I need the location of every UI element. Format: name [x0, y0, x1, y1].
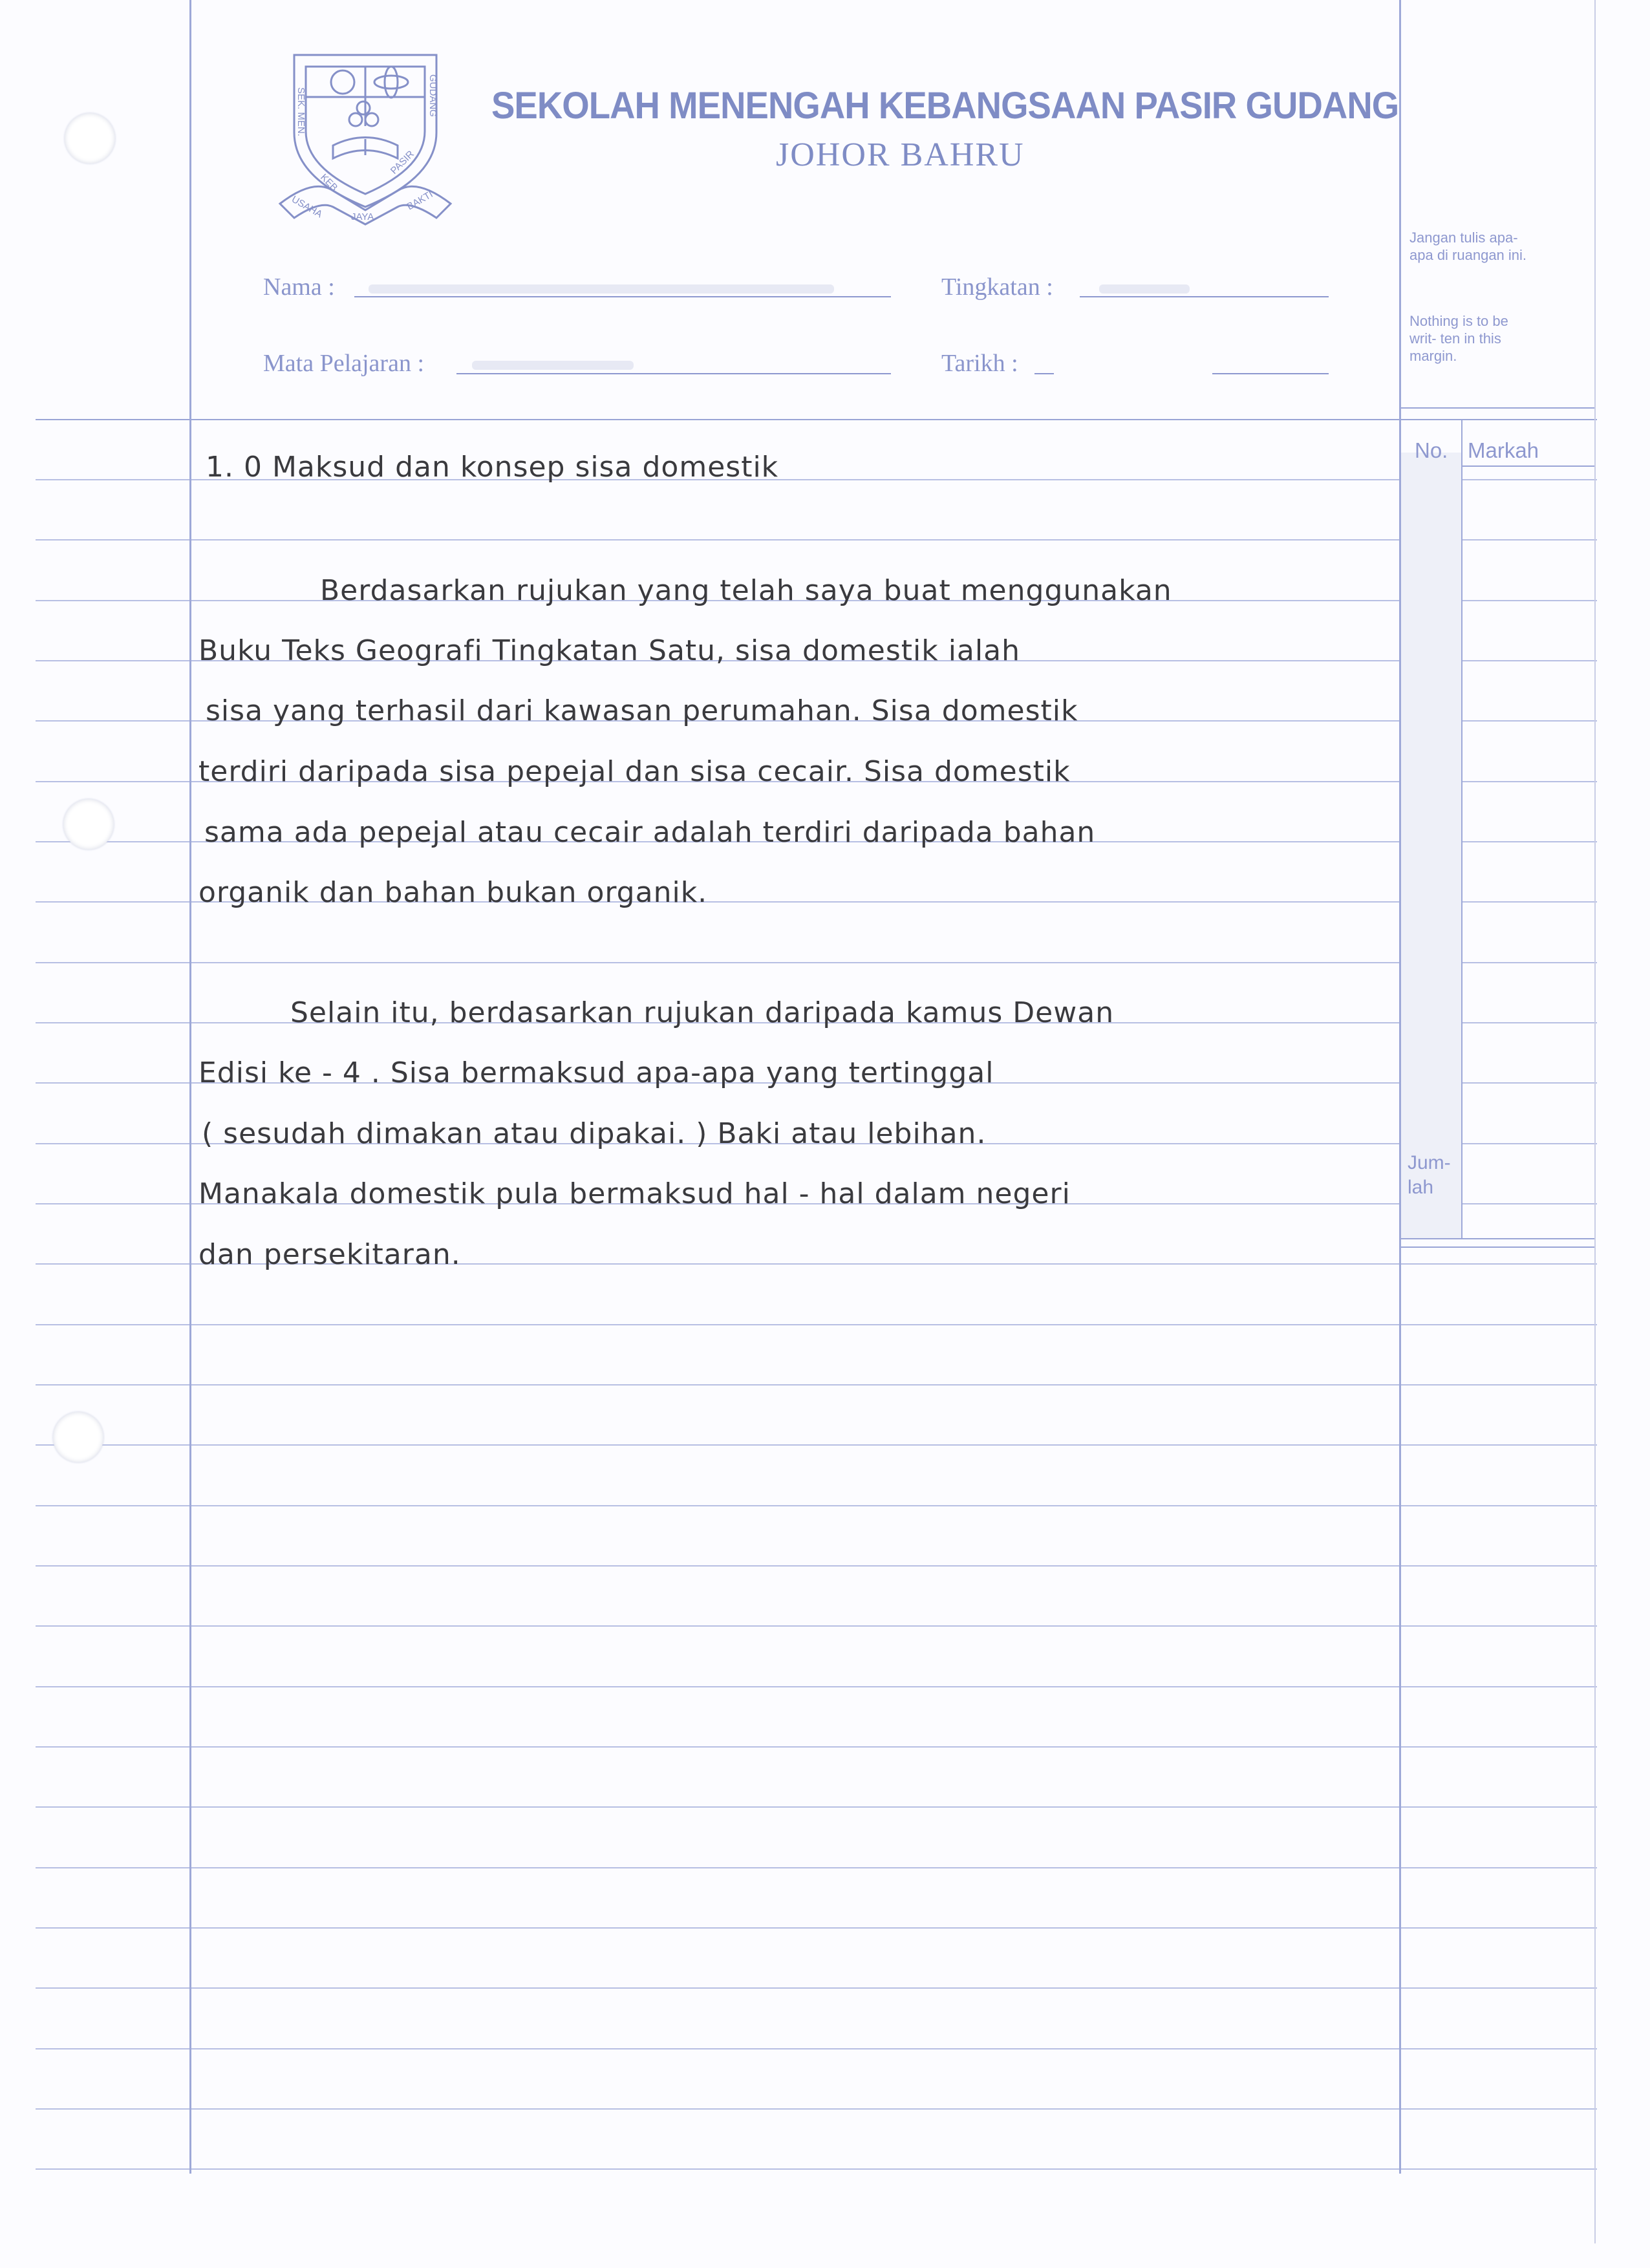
para1-line-1: Berdasarkan rujukan yang telah saya buat menggunakan — [320, 574, 1172, 607]
class-field-line[interactable] — [1080, 296, 1329, 297]
ruled-line — [36, 1806, 1597, 1808]
name-field-line[interactable] — [354, 296, 891, 297]
ruled-line — [36, 962, 1597, 963]
crest-motto-3: BAKTI — [405, 189, 435, 213]
para2-line-4: Manakala domestik pula bermaksud hal - hal dalam negeri — [198, 1177, 1071, 1210]
crest-motto-1: USAHA — [290, 193, 325, 220]
ruled-line — [36, 2048, 1597, 2049]
ruled-line — [36, 1867, 1597, 1868]
class-label: Tingkatan : — [941, 273, 1053, 301]
name-label: Nama : — [263, 273, 335, 301]
binder-hole — [63, 799, 114, 850]
crest-ring-pasir: PASIR — [388, 148, 416, 177]
ruled-line — [36, 1444, 1597, 1446]
no-column-shading — [1401, 453, 1461, 1238]
header-divider — [36, 419, 1597, 420]
ruled-line — [36, 2168, 1597, 2170]
markah-column-header: Markah — [1468, 438, 1539, 462]
para1-line-6: organik dan bahan bukan organik. — [198, 876, 708, 909]
para1-line-3: sisa yang terhasil dari kawasan perumahan. Sisa domestik — [206, 694, 1078, 727]
ruled-line — [36, 1505, 1597, 1506]
margin-note-malay: Jangan tulis apa-apa di ruangan ini. — [1409, 230, 1527, 263]
subject-field-line[interactable] — [456, 373, 891, 374]
subject-redacted-value — [472, 361, 634, 370]
date-label: Tarikh : — [941, 350, 1018, 377]
ruled-line — [36, 539, 1597, 540]
total-label: Jum- lah — [1408, 1152, 1451, 1198]
para1-line-2: Buku Teks Geografi Tingkatan Satu, sisa domestik ialah — [198, 634, 1020, 667]
crest-ring-keb: KEB. — [318, 171, 342, 196]
ruled-line — [36, 1686, 1597, 1687]
subject-label: Mata Pelajaran : — [263, 350, 425, 377]
crest-ring-right: GUDANG — [427, 74, 438, 117]
left-margin-line — [189, 0, 191, 2174]
margin-divider-bottom — [1401, 1238, 1595, 1239]
school-crest-icon — [275, 48, 456, 226]
ruled-line — [36, 1987, 1597, 1989]
date-field-line-2[interactable] — [1212, 373, 1329, 374]
school-name: SEKOLAH MENENGAH KEBANGSAAN PASIR GUDANG — [491, 85, 1399, 127]
date-field-line-1[interactable] — [1034, 373, 1054, 374]
margin-divider-top — [1401, 407, 1595, 409]
ruled-line — [36, 1384, 1597, 1385]
para2-line-3: ( sesudah dimakan atau dipakai. ) Baki atau lebihan. — [202, 1117, 987, 1150]
answer-heading: 1. 0 Maksud dan konsep sisa domestik — [206, 451, 779, 484]
page-edge-line — [1594, 0, 1596, 2243]
right-margin-line — [1399, 0, 1401, 2174]
binder-hole — [53, 1412, 103, 1462]
ruled-line — [36, 1927, 1597, 1929]
markah-column-line — [1461, 420, 1462, 1238]
binder-hole — [65, 113, 115, 164]
no-column-header: No. — [1415, 438, 1448, 462]
margin-divider-bottom-2 — [1401, 1246, 1595, 1248]
crest-motto-2: JAYA — [351, 211, 374, 222]
para2-line-2: Edisi ke - 4 . Sisa bermaksud apa-apa yang tertinggal — [198, 1056, 994, 1089]
ruled-line — [36, 1565, 1597, 1567]
margin-note-english: Nothing is to be writ- ten in this margin. — [1409, 313, 1508, 364]
name-redacted-value — [369, 284, 834, 294]
class-redacted-value — [1099, 284, 1190, 294]
school-city: JOHOR BAHRU — [776, 136, 1025, 173]
para2-line-5: dan persekitaran. — [198, 1238, 461, 1271]
ruled-line — [36, 1625, 1597, 1627]
ruled-line — [36, 1746, 1597, 1748]
para2-line-1: Selain itu, berdasarkan rujukan daripada kamus Dewan — [290, 996, 1115, 1029]
para1-line-4: terdiri daripada sisa pepejal dan sisa cecair. Sisa domestik — [198, 755, 1071, 788]
ruled-line — [36, 2108, 1597, 2110]
crest-ring-left: SEK. MEN. — [295, 87, 306, 136]
para1-line-5: sama ada pepejal atau cecair adalah terdiri daripada bahan — [204, 816, 1096, 849]
ruled-line — [36, 1324, 1597, 1325]
